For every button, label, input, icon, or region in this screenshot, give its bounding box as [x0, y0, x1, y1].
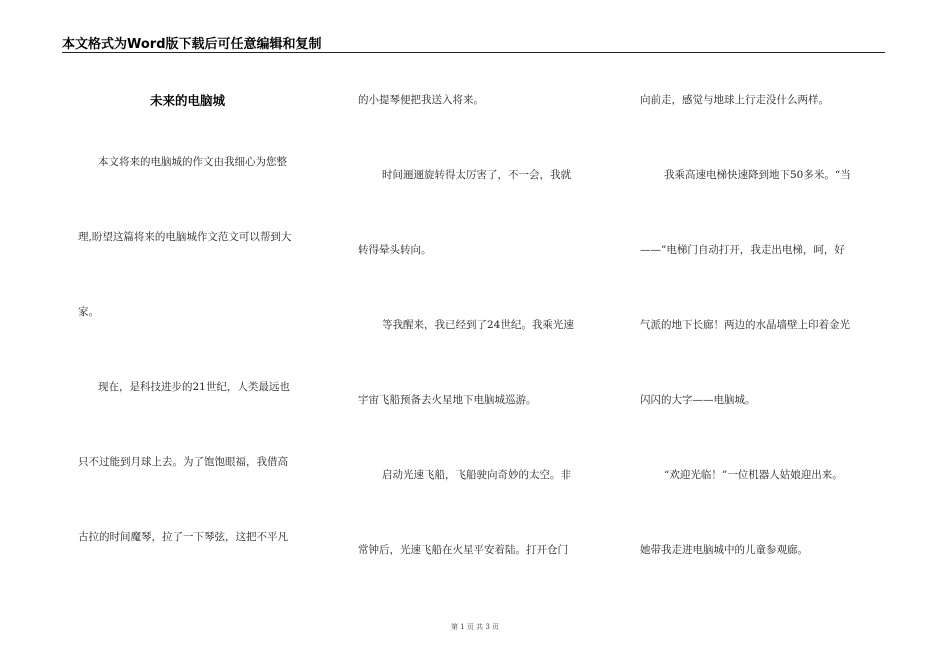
column-3-line: 闪闪的大字——电脑城。	[640, 394, 756, 406]
column-3-line: 气派的地下长廊！两边的水晶墙壁上印着金光	[640, 319, 850, 331]
column-3-line: 向前走，感觉与地球上行走没什么两样。	[640, 94, 829, 106]
column-2-line: 等我醒来，我已经到了24世纪。我乘光速	[382, 319, 574, 331]
column-3-line: 我乘高速电梯快速降到地下50多米。“当	[664, 169, 851, 181]
column-1-line: 本文将来的电脑城的作文由我细心为您整	[98, 156, 287, 168]
header-divider	[62, 52, 885, 53]
column-1-line: 古拉的时间魔琴，拉了一下琴弦，这把不平凡	[78, 531, 288, 543]
column-3-line: 她带我走进电脑城中的儿童参观廊。	[640, 544, 808, 556]
column-1-line: 理,盼望这篇将来的电脑城作文范文可以帮到大	[78, 231, 292, 243]
column-2-line: 的小提琴便把我送入将来。	[358, 94, 484, 106]
column-3-line: ——”电梯门自动打开，我走出电梯，呵，好	[640, 244, 845, 256]
column-1-line: 只不过能到月球上去。为了饱饱眼福，我借高	[78, 456, 288, 468]
column-2-line: 常钟后，光速飞船在火星平安着陆。打开仓门	[358, 544, 568, 556]
column-2-line: 时间逦逦旋转得太厉害了，不一会，我就	[382, 169, 571, 181]
column-2-line: 启动光速飞船，飞船驶向奇妙的太空。非	[382, 469, 571, 481]
column-3-line: “欢迎光临！”一位机器人姑娘迎出来。	[664, 469, 843, 481]
page-number: 第 1 页 共 3 页	[450, 623, 500, 631]
document-header: 本文格式为Word版下载后可任意编辑和复制	[62, 37, 322, 52]
column-2-line: 转得晕头转向。	[358, 244, 432, 256]
column-1-line: 家。	[78, 306, 99, 318]
article-title: 未来的电脑城	[150, 93, 226, 108]
column-1-line: 现在，是科技进步的21世纪，人类最远也	[98, 381, 290, 393]
column-2-line: 宇宙飞船预备去火星地下电脑城巡游。	[358, 394, 537, 406]
